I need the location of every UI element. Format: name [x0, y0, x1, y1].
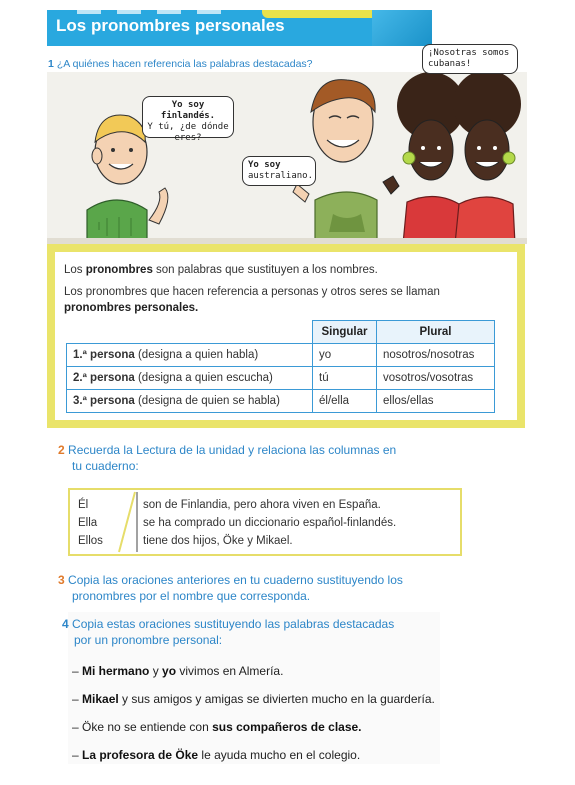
pronouns-table [66, 320, 495, 413]
item-highlight: La profesora de Öke [82, 748, 199, 762]
matching-divider [115, 490, 139, 554]
table-cell-person [67, 344, 313, 367]
bubble-line: Yo soy finlandés. [160, 100, 216, 121]
page-title: Los pronombres personales [56, 16, 285, 35]
exercise-3-text: Copia las oraciones anteriores en tu cuaderno sustituyendo los [68, 573, 403, 587]
bubble-line: australiano. [248, 171, 314, 181]
exercise-number: 3 [58, 573, 65, 587]
grammar-keyword: pronombres personales. [64, 302, 199, 314]
pronoun-item: Él [78, 499, 89, 511]
table-header-row [67, 321, 495, 344]
table-cell-singular: él/ella [313, 390, 377, 413]
header-stripe [372, 10, 432, 46]
grammar-text: son palabras que sustituyen a los nombres. [152, 264, 378, 276]
item-text: – Öke no se entiende con [72, 720, 213, 734]
table-cell-singular: yo [313, 344, 377, 367]
table-cell-plural: ellos/ellas [377, 390, 495, 413]
person-label: 3.ª persona [73, 395, 135, 407]
exercise-2-text: Recuerda la Lectura de la unidad y relaciona las columnas en [68, 443, 397, 457]
item-text: – [72, 692, 83, 706]
item-text: vivimos en Almería. [176, 664, 284, 678]
table-cell-person [67, 367, 313, 390]
person-label: 1.ª persona [73, 349, 135, 361]
exercise-1-text: ¿A quiénes hacen referencia las palabras destacadas? [56, 58, 313, 70]
bubble-line: cubanas! [428, 59, 472, 69]
exercise-4-item [72, 692, 435, 706]
table-header-singular: Singular [313, 321, 377, 344]
cuban-girls-figure [383, 72, 521, 244]
bubble-line: ¡Nosotras somos [428, 48, 510, 58]
grammar-text: Los [64, 264, 86, 276]
person-label: 2.ª persona [73, 372, 135, 384]
item-text: – [72, 748, 83, 762]
exercise-4-text: Copia estas oraciones sustituyendo las palabras destacadas [72, 617, 395, 631]
item-highlight: Mi hermano [82, 664, 150, 678]
bubble-line: eres? [174, 133, 202, 143]
exercise-4-item [72, 664, 283, 678]
grammar-line-1 [64, 264, 378, 276]
exercise-number: 1 [48, 58, 54, 70]
header-dash [197, 10, 221, 14]
bubble-line: Yo soy [248, 160, 281, 170]
exercise-number: 2 [58, 443, 65, 457]
header-dash [157, 10, 181, 14]
exercise-3-text-2: pronombres por el nombre que corresponda. [72, 589, 311, 603]
exercise-4-instruction [62, 616, 394, 648]
table-row [67, 367, 495, 390]
bubble-line: Y tú, ¿de dónde [147, 122, 229, 132]
sentence-item: tiene dos hijos, Öke y Mikael. [143, 535, 293, 547]
item-text: y [149, 664, 163, 678]
sentence-item: son de Finlandia, pero ahora viven en España. [143, 499, 381, 511]
table-cell-plural: vosotros/vosotras [377, 367, 495, 390]
table-row [67, 344, 495, 367]
pronoun-item: Ellos [78, 535, 103, 547]
pronoun-item: Ella [78, 517, 98, 529]
grammar-keyword: pronombres [85, 264, 153, 276]
header-dash [77, 10, 101, 14]
speech-bubble-cuba [422, 44, 518, 74]
table-corner [67, 321, 313, 344]
sentence-item: se ha comprado un diccionario español-finlandés. [143, 517, 397, 529]
table-header-plural: Plural [377, 321, 495, 344]
exercise-3-instruction [58, 572, 403, 604]
table-cell-plural: nosotros/nosotras [377, 344, 495, 367]
item-highlight: Mikael [82, 692, 119, 706]
exercise-2-text-2: tu cuaderno: [72, 459, 139, 473]
grammar-line-2: Los pronombres que hacen referencia a personas y otros seres se llaman [64, 286, 440, 298]
matching-left-column [72, 496, 103, 550]
exercise-number: 4 [62, 617, 69, 631]
grammar-line-3 [64, 302, 198, 314]
item-text: le ayuda mucho en el colegio. [198, 748, 361, 762]
exercise-4-item [72, 720, 362, 734]
item-text: – [72, 664, 83, 678]
exercise-2-instruction [58, 442, 396, 474]
person-desc: (designa de quien se habla) [134, 395, 280, 407]
exercise-4-item [72, 748, 360, 762]
exercise-4-text-2: por un pronombre personal: [74, 633, 223, 647]
header-dash [117, 10, 141, 14]
person-desc: (designa a quien escucha) [134, 372, 273, 384]
table-cell-singular: tú [313, 367, 377, 390]
item-text: y sus amigos y amigas se divierten mucho en la guardería. [118, 692, 435, 706]
exercise-1-question [48, 58, 313, 70]
table-cell-person [67, 390, 313, 413]
table-row [67, 390, 495, 413]
item-highlight: yo [162, 664, 177, 678]
person-desc: (designa a quien habla) [134, 349, 259, 361]
speech-bubble-finland [142, 96, 234, 143]
speech-bubble-australia [242, 156, 316, 186]
matching-right-column [143, 496, 396, 550]
item-highlight: sus compañeros de clase. [212, 720, 362, 734]
